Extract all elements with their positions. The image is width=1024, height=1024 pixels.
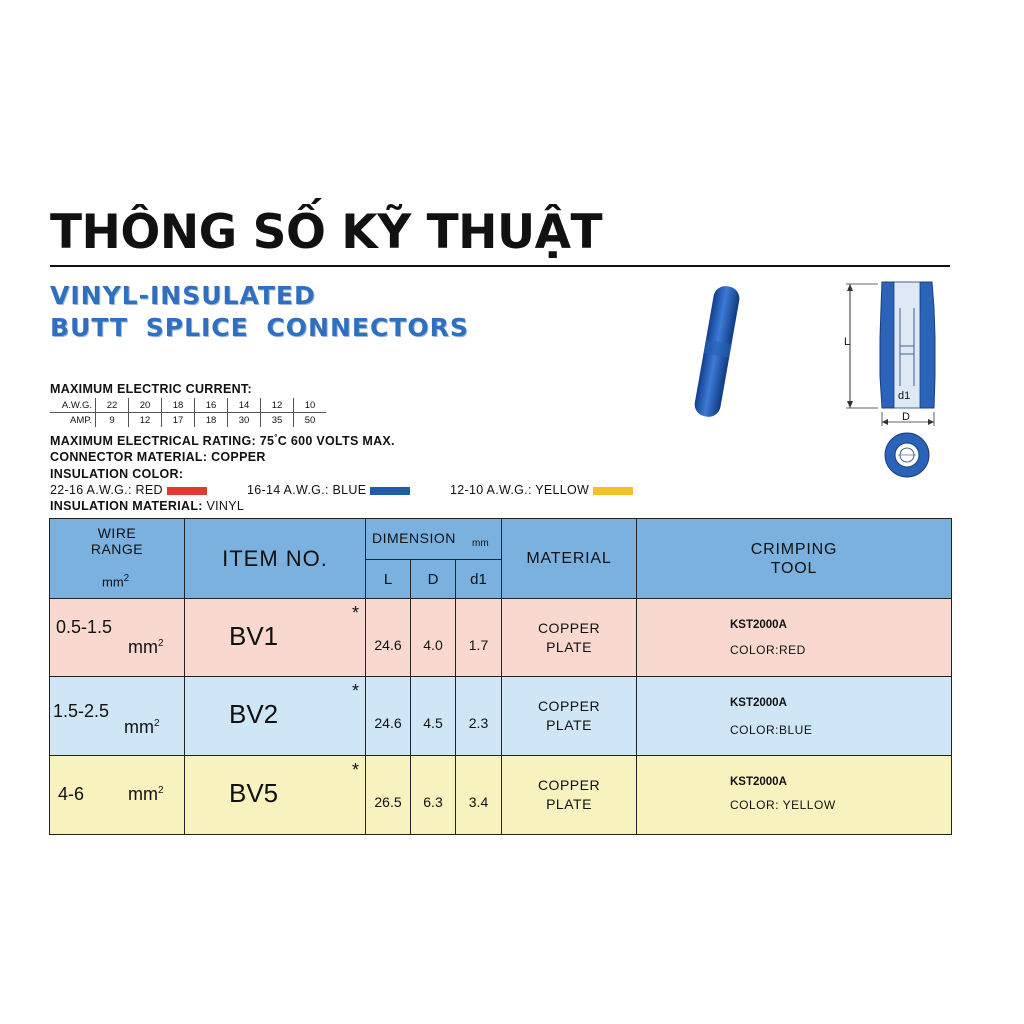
- current-rating-table: [50, 398, 326, 427]
- awg-value: 20: [129, 398, 162, 413]
- blue-swatch: [370, 487, 410, 495]
- color-label-red: 22-16 A.W.G.: RED: [50, 483, 163, 497]
- material-line1: COPPER: [537, 777, 601, 793]
- header-inner-diameter: d1: [456, 560, 502, 599]
- material-cell: [502, 756, 637, 835]
- amp-value: 12: [129, 413, 162, 428]
- crimping-tool-cell: [637, 756, 952, 835]
- inner-diameter-value: 3.4: [456, 756, 502, 835]
- star-mark: *: [351, 681, 359, 701]
- material-line1: COPPER: [537, 619, 601, 636]
- awg-value: 16: [195, 398, 228, 413]
- item-no-cell: [185, 677, 366, 756]
- wire-range-unit: $mm^2$: [128, 637, 164, 657]
- amp-label: AMP.: [50, 413, 96, 428]
- color-entry-yellow: [450, 483, 633, 497]
- subtitle-line-2: BUTT SPLICE CONNECTORS: [50, 313, 469, 342]
- color-label-yellow: 12-10 A.W.G.: YELLOW: [450, 483, 590, 497]
- diagram-label-outer-diameter: D: [902, 411, 910, 423]
- color-label-blue: 16-14 A.W.G.: BLUE: [247, 483, 367, 497]
- inner-diameter-value: 1.7: [456, 599, 502, 677]
- crimping-tool-cell: [637, 677, 952, 756]
- amp-value: 50: [304, 414, 316, 426]
- item-no-value: BV2: [229, 699, 279, 729]
- amp-value: 35: [261, 413, 294, 428]
- wire-range-unit: $mm^2$: [128, 784, 164, 804]
- length-value: 24.6: [366, 599, 411, 677]
- connector-dimension-diagram: [838, 276, 948, 486]
- wire-range-unit: $mm^2$: [124, 717, 160, 737]
- header-wire-range-line1: WIRE: [97, 525, 137, 541]
- length-value: 24.6: [366, 677, 411, 756]
- tool-color: COLOR:RED: [730, 643, 806, 657]
- tool-model: KST2000A: [730, 776, 787, 788]
- awg-value: 12: [261, 398, 294, 413]
- awg-value: 10: [294, 398, 327, 413]
- header-item-no: ITEM NO.: [185, 519, 366, 599]
- wire-range-cell: [50, 599, 185, 677]
- star-mark: *: [351, 760, 359, 780]
- wire-range-value: 4-6: [58, 784, 85, 804]
- header-dimension: [366, 519, 502, 560]
- header-length: L: [366, 560, 411, 599]
- header-crimping-line1: CRIMPING: [750, 540, 838, 558]
- connector-material: CONNECTOR MATERIAL: COPPER: [50, 450, 266, 464]
- max-rating-post: C 600 VOLTS MAX.: [277, 434, 395, 449]
- material-cell: [502, 599, 637, 677]
- diagram-label-inner-diameter: d1: [898, 390, 911, 402]
- header-dimension-unit: mm: [472, 538, 489, 549]
- wire-range-cell: [50, 677, 185, 756]
- insulation-material-value: VINYL: [202, 499, 245, 513]
- red-swatch: [167, 487, 207, 495]
- item-no-value: BV1: [229, 621, 279, 651]
- yellow-swatch: [593, 487, 633, 495]
- amp-value: 30: [228, 413, 261, 428]
- item-no-cell: [185, 599, 366, 677]
- length-value: 26.5: [366, 756, 411, 835]
- header-diameter: D: [411, 560, 456, 599]
- amp-value: 17: [162, 413, 195, 428]
- material-line1: COPPER: [537, 698, 601, 714]
- tool-color: COLOR:BLUE: [730, 723, 813, 737]
- awg-value: 22: [96, 398, 129, 413]
- awg-value: 14: [228, 398, 261, 413]
- color-entry-red: [50, 483, 207, 497]
- wire-range-value: 1.5-2.5: [53, 701, 110, 721]
- header-crimping-line2: TOOL: [770, 559, 818, 577]
- tool-model: KST2000A: [730, 619, 787, 631]
- diameter-value: 4.5: [411, 677, 456, 756]
- item-no-value: BV5: [229, 778, 279, 808]
- awg-row: [50, 398, 326, 413]
- subtitle-line-1: VINYL-INSULATED: [50, 281, 316, 310]
- table-row: [50, 677, 952, 756]
- material-line2: PLATE: [546, 638, 592, 655]
- material-line2: PLATE: [546, 717, 592, 733]
- header-material: MATERIAL: [502, 519, 637, 599]
- item-no-cell: [185, 756, 366, 835]
- amp-row: [50, 413, 326, 428]
- awg-value: 18: [162, 398, 195, 413]
- color-entry-blue: [247, 483, 410, 497]
- star-mark: *: [351, 603, 359, 623]
- header-dimension-label: DIMENSION: [372, 530, 456, 546]
- connector-photo: [690, 282, 750, 422]
- material-line2: PLATE: [546, 796, 592, 812]
- inner-diameter-value: 2.3: [456, 677, 502, 756]
- header-crimping-tool: [637, 519, 952, 599]
- material-cell: [502, 677, 637, 756]
- max-current-label: MAXIMUM ELECTRIC CURRENT:: [50, 382, 252, 396]
- diameter-value: 4.0: [411, 599, 456, 677]
- header-wire-range-unit: $mm^2$: [102, 573, 130, 590]
- header-wire-range-line2: RANGE: [90, 541, 144, 557]
- max-rating: [50, 433, 395, 448]
- awg-label: A.W.G.: [50, 398, 96, 413]
- connector-spec-table: [49, 518, 952, 835]
- degree-symbol: °: [274, 433, 278, 442]
- tool-color: COLOR: YELLOW: [730, 798, 836, 812]
- page-title: THÔNG SỐ KỸ THUẬT: [50, 205, 603, 260]
- crimping-tool-cell: [637, 599, 952, 677]
- amp-value: 9: [96, 413, 129, 428]
- insulation-material: [50, 499, 244, 513]
- max-rating-pre: MAXIMUM ELECTRICAL RATING: 75: [50, 434, 275, 449]
- table-row: [50, 599, 952, 677]
- insulation-color-label: INSULATION COLOR:: [50, 467, 184, 481]
- title-divider: [50, 265, 950, 267]
- amp-value: 18: [195, 413, 228, 428]
- diameter-value: 6.3: [411, 756, 456, 835]
- tool-model: KST2000A: [730, 697, 787, 709]
- diagram-label-length: L: [844, 336, 851, 348]
- header-wire-range: [50, 519, 185, 599]
- wire-range-value: 0.5-1.5: [56, 617, 113, 637]
- table-row: [50, 756, 952, 835]
- wire-range-cell: [50, 756, 185, 835]
- table-header-row: [50, 519, 952, 560]
- insulation-material-label: INSULATION MATERIAL:: [50, 499, 203, 513]
